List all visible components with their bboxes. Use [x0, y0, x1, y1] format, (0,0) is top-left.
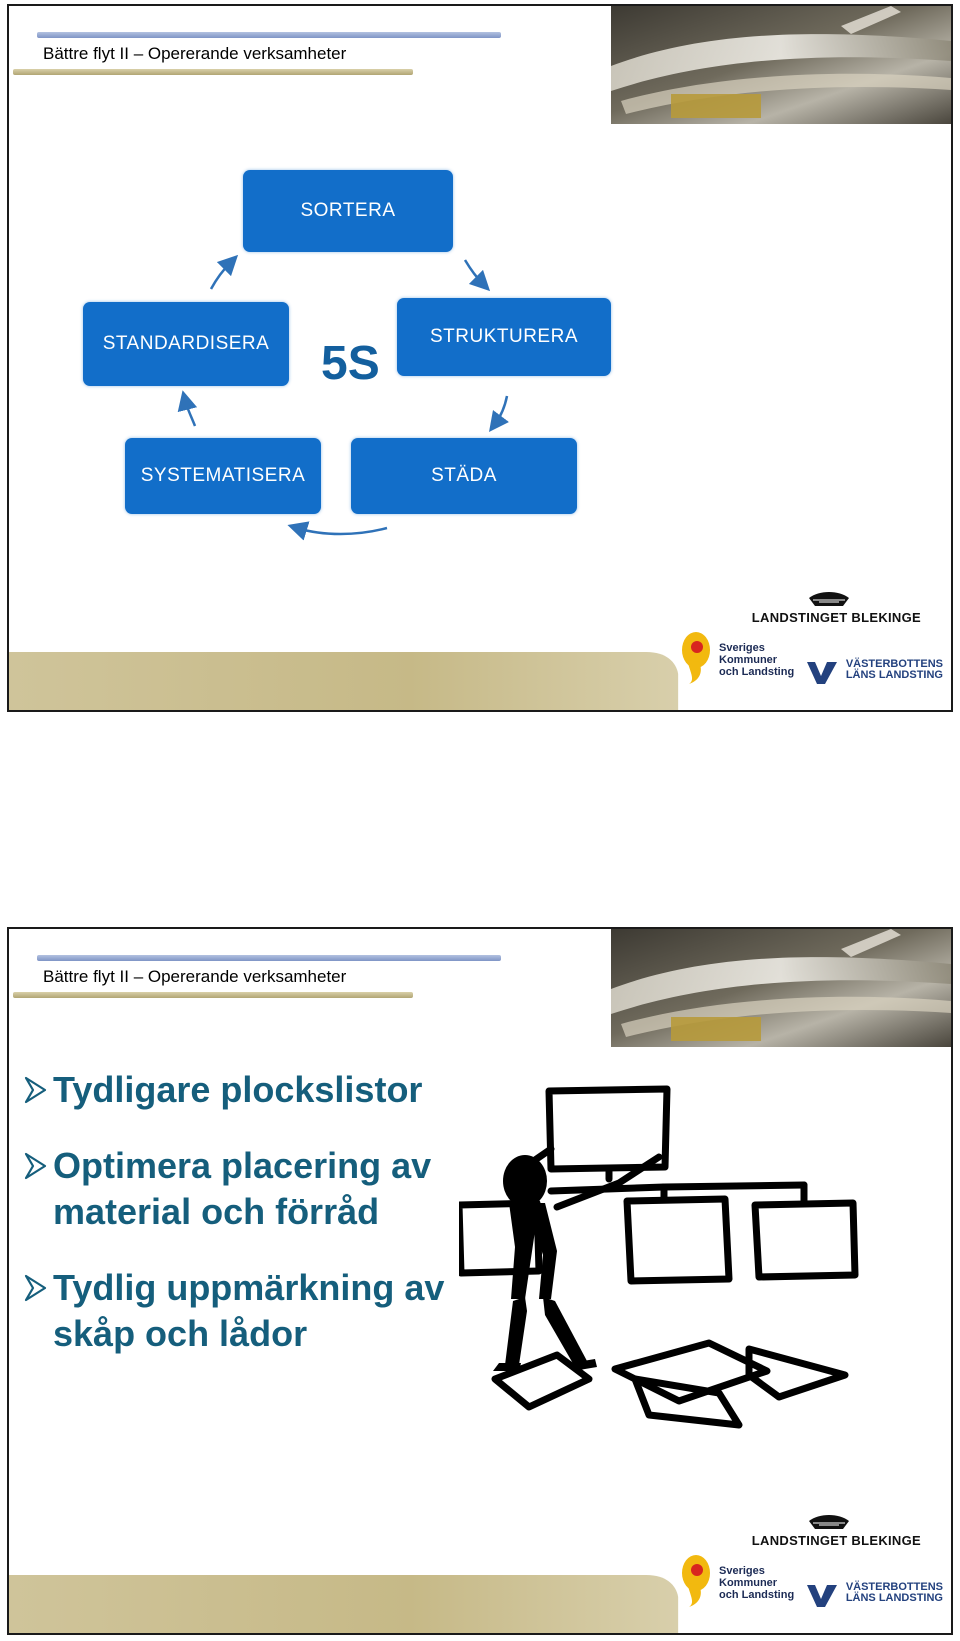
arrow-systematisera-to-standardisera — [185, 400, 195, 426]
bullet-item: Tydligare plockslistor — [23, 1067, 483, 1113]
step-standardisera-box: STANDARDISERA — [83, 302, 289, 386]
partner-logos — [673, 588, 943, 690]
header-bar-tan — [13, 992, 413, 998]
step-sortera-box: SORTERA — [243, 170, 453, 252]
skl-flame-icon — [677, 630, 715, 684]
bullet-item: Tydlig uppmärkning av skåp och lådor — [23, 1265, 483, 1357]
landstinget-ship-icon — [807, 588, 851, 610]
vasterbotten-name: VÄSTERBOTTENS LÄNS LANDSTING — [845, 658, 943, 681]
step-stada-box: STÄDA — [351, 438, 577, 514]
landstinget-blekinge-name: LANDSTINGET BLEKINGE — [751, 610, 921, 625]
center-label-5s: 5S — [321, 337, 380, 390]
arrow-strukturera-to-stada — [495, 396, 507, 424]
arrow-stada-to-systematisera — [297, 528, 387, 534]
vasterbotten-logo-icon — [807, 1585, 837, 1607]
landstinget-ship-icon — [807, 1511, 851, 1533]
slide-header-title: Bättre flyt II – Opererande verksamheter — [43, 44, 347, 63]
vasterbotten-logo-icon — [807, 662, 837, 684]
step-strukturera-box: STRUKTURERA — [397, 298, 611, 376]
bullet-item: Optimera placering av material och förråd — [23, 1143, 483, 1235]
slide-improvements — [7, 927, 953, 1635]
landstinget-blekinge-name: LANDSTINGET BLEKINGE — [751, 1533, 921, 1548]
person-organizing-chart-illustration — [459, 1079, 879, 1429]
arrow-bullet-icon — [23, 1272, 49, 1304]
vasterbotten-name: VÄSTERBOTTENS LÄNS LANDSTING — [845, 1581, 943, 1604]
header-bar-blue — [37, 955, 501, 961]
skl-flame-icon — [677, 1553, 715, 1607]
surgical-instruments-photo — [611, 929, 951, 1047]
step-systematisera-box: SYSTEMATISERA — [125, 438, 321, 514]
arrow-bullet-icon — [23, 1074, 49, 1106]
partner-logos — [673, 1511, 943, 1613]
slide-5s-cycle — [7, 4, 953, 712]
arrow-standardisera-to-sortera — [211, 262, 231, 289]
arrow-bullet-icon — [23, 1150, 49, 1182]
arrow-sortera-to-strukturera — [465, 260, 483, 284]
bullet-list — [23, 1067, 483, 1387]
slide-header-title: Bättre flyt II – Opererande verksamheter — [43, 967, 347, 986]
skl-name: Sveriges Kommuner och Landsting — [719, 1565, 795, 1601]
skl-name: Sveriges Kommuner och Landsting — [719, 642, 795, 678]
